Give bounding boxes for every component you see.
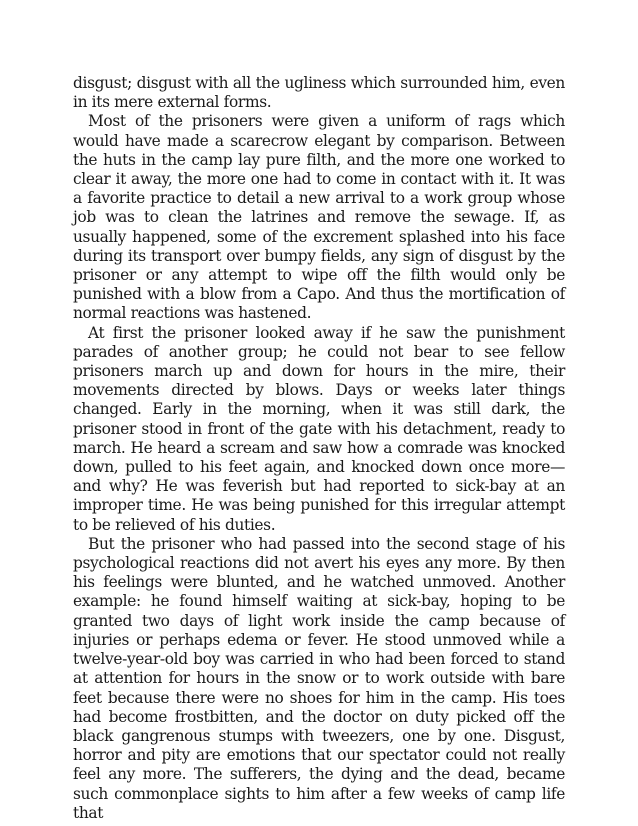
paragraph-rags-filth: Most of the prisoners were given a uniform of rags which would have made a scarecrow elegant by comparison. Between the huts in the camp lay pure filth, and the more one worked to clear it away, the more one had to come in contact with it. It was a favorite practice to detail a new arrival to a work group whose job was to clean the latrines and remove the sewage. If, as usually happened, some of the excrement splashed into his face during its transport over bumpy fields, any sign of disgust by the prisoner or any attempt to wipe off the filth would only be punished with a blow from a Capo. And thus the mortification of normal reactions was hastened. — [73, 112, 565, 323]
paragraph-punishment-parades: At first the prisoner looked away if he saw the punishment parades of another group; he could not bear to see fellow prisoners march up and down for hours in the mire, their movements directed by blows. Days or weeks later things changed. Early in the morning, when it was still dark, the prisoner stood in front of the gate with his detachment, ready to march. He heard a scream and saw how a comrade was knocked down, pulled to his feet again, and knocked down once more—and why? He was feverish but had reported to sick-bay at an improper time. He was being punished for this irregular attempt to be relieved of his duties. — [73, 323, 565, 534]
book-page-body — [73, 74, 565, 823]
paragraph-continued: disgust; disgust with all the ugliness which surrounded him, even in its mere external forms. — [73, 74, 565, 112]
paragraph-second-stage: But the prisoner who had passed into the second stage of his psychological reactions did not avert his eyes any more. By then his feelings were blunted, and he watched unmoved. Another example: he found himself waiting at sick-bay, hoping to be granted two days of light work inside the camp because of injuries or perhaps edema or fever. He stood unmoved while a twelve-year-old boy was carried in who had been forced to stand at attention for hours in the snow or to work outside with bare feet because there were no shoes for him in the camp. His toes had become frostbitten, and the doctor on duty picked off the black gangrenous stumps with tweezers, one by one. Disgust, horror and pity are emotions that our spectator could not really feel any more. The sufferers, the dying and the dead, became such commonplace sights to him after a few weeks of camp life that — [73, 534, 565, 822]
